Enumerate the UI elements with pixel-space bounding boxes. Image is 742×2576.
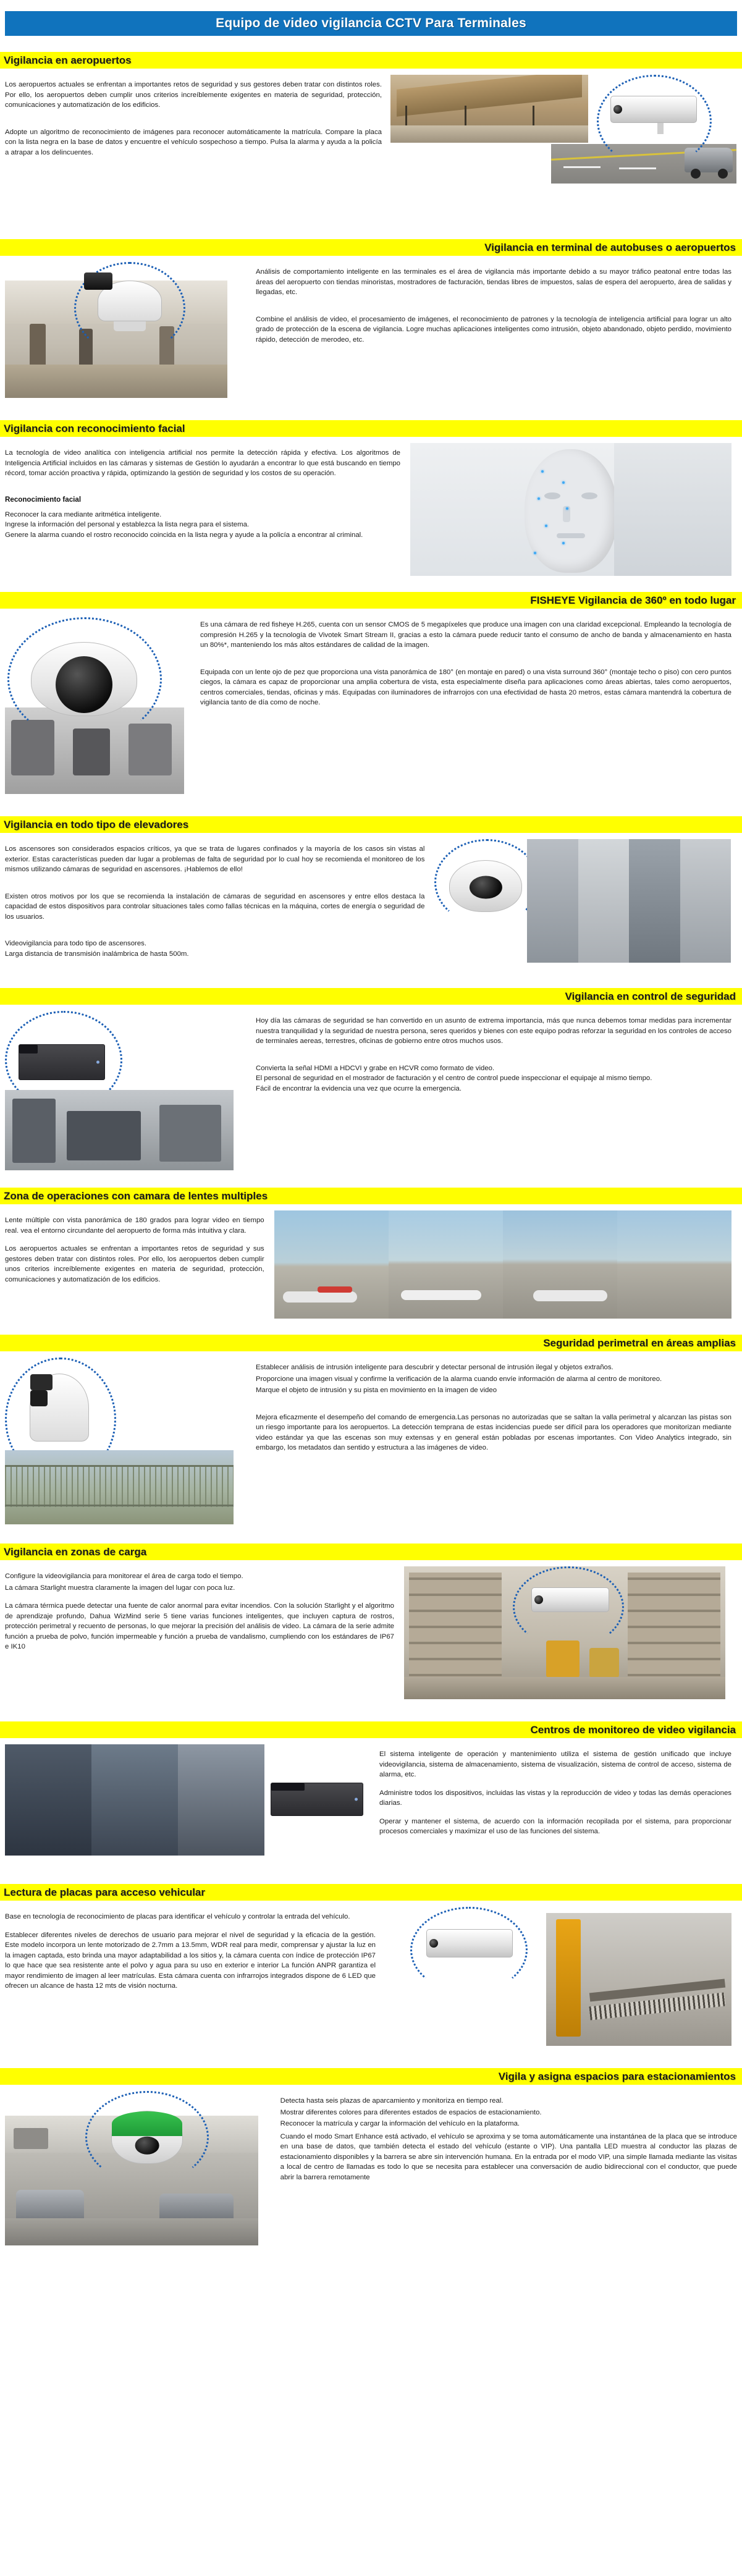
monitoring-paragraph-3: Operar y mantener el sistema, de acuerdo con la información recopilada por el sistema, para proporcionar procesos comerciales y maximizar el uso de las funciones del sistema. <box>379 1817 731 1836</box>
section-multi-lens <box>0 1188 742 1319</box>
section-facial <box>0 420 742 576</box>
cargo-bullet-camera-icon <box>531 1587 609 1612</box>
fisheye-text-column <box>200 609 731 708</box>
section-heading-band <box>0 2068 742 2085</box>
perimeter-paragraph-1: Mejora eficazmente el desempeño del comando de emergencia.Las personas no autorizadas que se saltan la valla perimetral y alcanzan las pistas son un riesgo importante para los aeropuertos. La detección temprana de estas incidencias puede ser difícil para los operadores que monitorizan mediante video estándar ya que las escenas son muy extensas y en general están pobladas por escenas importantes. Con Video Analytics integrado, sin embargo, los metadatos dan sentido y estructura a las imágenes de video. <box>256 1413 731 1452</box>
section-heading-band <box>0 988 742 1005</box>
security-control-line-3: Fácil de encontrar la evidencia una vez que ocurre la emergencia. <box>256 1084 462 1092</box>
fisheye-media-column <box>5 609 190 800</box>
ptz-dome-camera-icon <box>98 281 162 321</box>
section-cargo <box>0 1543 742 1705</box>
bus-terminal-text-column <box>256 256 731 345</box>
elevators-paragraph-2: Existen otros motivos por los que se recomienda la instalación de cámaras de seguridad en ascensores y entre ellos destaca la capacidad de estos dispositivos para controlar situaciones tales como fallas técnicas en la máquina, cortes de energía o seguridad de los usuarios. <box>5 892 425 921</box>
page-title: Equipo de video vigilancia CCTV Para Terminales <box>216 16 526 30</box>
airports-text-column <box>5 69 382 158</box>
section-heading-band <box>0 816 742 833</box>
security-control-paragraph-1: Hoy día las cámaras de seguridad se han convertido en un asunto de extrema importancia, más que nunca debemos tomar medidas para incrementar nuestra tranquilidad y la seguridad de nuestra persona, seres queridos y bienes con este equipo podras reforzar la seguridad en los controles de acceso de terminales aereas, terrestres, oficinas de gobierno entre otros muchos usos. <box>256 1017 731 1045</box>
section-license-plate <box>0 1884 742 2052</box>
section-parking <box>0 2068 742 2252</box>
section-heading-bus-terminal: Vigilancia en terminal de autobuses o aeropuertos <box>484 241 736 253</box>
elevator-photo-strip <box>527 839 731 963</box>
monitoring-paragraph-2: Administre todos los dispositivos, incluidas las vistas y la reproducción de video y todas las demás operaciones diarias. <box>379 1789 731 1807</box>
section-heading-facial: Vigilancia con reconocimiento facial <box>4 422 185 434</box>
elevators-paragraph-1: Los ascensores son considerados espacios críticos, ya que se trata de lugares confinados y la mayoría de los casos sin vistas al exterior. Estas características pueden dar lugar a problemas de falta de seguridad por lo cual hoy se recomienda el monitoreo de los mismos utilizando cámaras de seguridad en ascensores. ¡Hablemos de ello! <box>5 845 425 874</box>
perimeter-line-2: Proporcione una imagen visual y confirme la verificación de la alarma cuando envíe información de alarma al centro de monitoreo. <box>256 1375 662 1383</box>
parking-line-2: Mostrar diferentes colores para diferentes estados de espacios de estacionamiento. <box>280 2108 542 2116</box>
license-plate-text-column <box>5 1901 376 1991</box>
multi-lens-media-column <box>274 1204 737 1319</box>
license-plate-paragraph-2: Establecer diferentes niveles de derechos de usuario para mejorar el nivel de seguridad y la eficacia de la gestión. Este modelo incorpora un lente motorizado de 2.7mm a 13.5mm, WDR real para medir, comprensar y ajustar la luz en la imagen captada, esto brinda una mayor adaptabilidad a los sitios y, la cámara cuenta con índice de protección IP67 lo que hace que sea resistente ante el polvo y agua para su uso en exterior e interior La función ANPR garantiza el mayor rendimiento de imagen al leer matrículas. Esta cámara cuenta con infrarrojos integrados dispone de 6 LED que ofrecen un alcance de hasta 12 mts de visión nocturna. <box>5 1931 376 1990</box>
cargo-text-column <box>5 1560 394 1652</box>
perimeter-media-column <box>5 1351 246 1527</box>
section-fisheye <box>0 592 742 800</box>
section-heading-band <box>0 592 742 609</box>
section-heading-multi-lens: Zona de operaciones con camara de lentes multiples <box>4 1189 268 1202</box>
facial-text-column <box>5 437 400 540</box>
multi-lens-paragraph-1: Lente múltiple con vista panorámica de 180 grados para lograr video en tiempo real. vea el entorno circundante del aeropuerto de forma más intuitiva y clara. <box>5 1217 264 1235</box>
security-checkpoint-photo <box>5 1090 234 1170</box>
section-heading-license-plate: Lectura de placas para acceso vehicular <box>4 1886 206 1898</box>
section-bus-terminal <box>0 239 742 404</box>
bus-terminal-paragraph-1: Análisis de comportamiento inteligente en las terminales es el área de vigilancia más importante debido a su mayor tráfico peatonal entre todas las áreas del aeropuerto con tiendas minoristas, mostradores de facturación, tiendas libres de impuestos, salas de espera del aeropuerto, área de salidas y llegadas, etc. <box>256 268 731 297</box>
elevator-camera-icon <box>449 860 522 912</box>
section-security-control <box>0 988 742 1172</box>
security-control-media-column <box>5 1005 246 1172</box>
facial-media-column <box>410 437 731 576</box>
airport-interior-photo <box>390 75 588 143</box>
perimeter-fence-photo <box>5 1450 234 1524</box>
parking-guidance-camera-icon <box>111 2111 183 2164</box>
security-control-text-column <box>256 1005 731 1094</box>
section-heading-parking: Vigila y asigna espacios para estacionamientos <box>498 2070 736 2082</box>
facial-line-2: Ingrese la información del personal y establezca la lista negra para el sistema. <box>5 521 250 529</box>
apron-panorama-photo <box>274 1210 731 1319</box>
elevators-line-1: Videovigilancia para todo tipo de ascensores. <box>5 940 147 948</box>
hdmi-converter-icon <box>19 1044 105 1080</box>
section-heading-band <box>0 420 742 437</box>
page-title-bar <box>5 11 737 36</box>
cargo-paragraph-3: La cámara térmica puede detectar una fuente de calor anormal para evitar incendios. Con la solución Starlight y el algoritmo de aprendizaje profundo, Dahua WizMind serie 5 tiene varias funciones inteligentes, que incluyen captura de rostros, protección perimetral y recuento de personas, lo que mejorar la precisión del análisis de video. La cámara de la serie admite función a prueba de polvo, función impermeable y función a prueba de vandalismo, cumpliendo con los estándares de IP67 e IK10 <box>5 1602 394 1651</box>
section-heading-monitoring-centers: Centros de monitoreo de video vigilancia <box>530 1723 736 1736</box>
parking-line-3: Reconocer la matrícula y cargar la información del vehículo en la plataforma. <box>280 2120 520 2128</box>
section-heading-band <box>0 1188 742 1204</box>
face-illustration <box>525 449 617 573</box>
bus-terminal-paragraph-2: Combine el análisis de video, el procesamiento de imágenes, el reconocimiento de patrones y la tecnología de inteligencia artificial para lograr un alto grado de protección de la escena de vigilancia. Logre muchas aplicaciones inteligentes como intrusión, objeto abandonado, objeto perdido, movimiento rápido, detección de merodeo, etc. <box>256 315 731 344</box>
license-plate-paragraph-1: Base en tecnología de reconocimiento de placas para identificar el vehículo y controlar la entrada del vehículo. <box>5 1913 350 1920</box>
bus-terminal-media-column <box>5 256 246 404</box>
elevators-media-column <box>434 833 737 972</box>
section-heading-airports: Vigilancia en aeropuertos <box>4 54 132 66</box>
section-heading-security-control: Vigilancia en control de seguridad <box>565 990 736 1002</box>
multi-lens-paragraph-2: Los aeropuertos actuales se enfrentan a importantes retos de seguridad y sus gestores deben tratar con distintos roles. Por ello, los aeropuertos deben cumplir unos criterios increíblemente exigentes en materia de seguridad, protección, comunicaciones y automatización de los edificios. <box>5 1245 264 1283</box>
perimeter-line-1: Establecer análisis de intrusión inteligente para descubrir y detectar personal de intrusión ilegal y objetos extraños. <box>256 1364 613 1371</box>
nvr-recorder-icon <box>271 1783 363 1816</box>
perimeter-line-3: Marque el objeto de intrusión y su pista en movimiento en la imagen de video <box>256 1387 497 1395</box>
airports-paragraph-1: Los aeropuertos actuales se enfrentan a importantes retos de seguridad y sus gestores deben tratar con distintos roles. Por ello, los aeropuertos deben cumplir unos criterios increíblemente exigentes en materia de seguridad, protección, comunicaciones y automatización de los edificios. <box>5 81 382 109</box>
lpr-camera-icon <box>426 1929 513 1957</box>
facial-paragraph-1: La tecnología de video analítica con inteligencia artificial nos permite la detección rápida y efectiva. Los algoritmos de Inteligencia Artificial incluidos en las cámaras y sistemas de Gestión lo ayudarán a encontrar lo que está buscando en tiempo récord, tomar acción proactiva y rápida, optimizando la gestión de seguridad y los costos de su operación. <box>5 449 400 478</box>
parking-media-column <box>5 2085 271 2252</box>
elevators-line-2: Larga distancia de transmisión inalámbrica de hasta 500m. <box>5 950 189 958</box>
section-heading-cargo: Vigilancia en zonas de carga <box>4 1545 147 1558</box>
section-heading-fisheye: FISHEYE Vigilancia de 360º en todo lugar <box>530 594 736 606</box>
section-heading-band <box>0 1335 742 1351</box>
fisheye-camera-icon <box>31 642 137 716</box>
security-control-line-2: El personal de seguridad en el mostrador de facturación y el centro de control puede inspeccionar el equipaje al mismo tiempo. <box>256 1075 652 1083</box>
parking-text-column <box>280 2085 737 2182</box>
cargo-paragraph-2: La cámara Starlight muestra claramente la imagen del lugar con poca luz. <box>5 1584 235 1592</box>
section-elevators <box>0 816 742 972</box>
fisheye-paragraph-2: Equipada con un lente ojo de pez que proporciona una vista panorámica de 180° (en montaje en pared) o una vista surround 360° (montaje techo o piso) con cero puntos ciegos, la cámara es capaz de proporcionar una amplia cobertura de vista, esta especialmente diseña para aplicaciones como áreas abiertas, tales como aeropuertos, centros comerciales, tiendas, oficinas y más. Equipadas con iluminadores de infrarrojos con una efectividad de hasta 20 metros, estas cámara mantendrá la cobertura de vigilancia tanto de día como de noche. <box>200 668 731 707</box>
monitoring-media-column <box>5 1738 369 1868</box>
section-heading-band <box>0 52 742 69</box>
barrier-spikes-photo <box>546 1913 731 2046</box>
parking-paragraph-1: Cuando el modo Smart Enhance está activado, el vehículo se aproxima y se toma automáticamente una instantánea de la placa que se introduce en una base de datos, que también detecta el estado del vehículo (estante o VIP). Una pantalla LED muestra al conductor las plazas de estacionamiento disponibles y la barrera se abre sin intervención humana. En la entrada por el modo VIP, una simple llamada mediante las visitas a local de centro de llamadas es todo lo que se necesita para establecer una conversación de audio bidireccional con el conductor, que puede abrir la barrera remotamente <box>280 2132 737 2181</box>
fisheye-paragraph-1: Es una cámara de red fisheye H.265, cuenta con un sensor CMOS de 5 megapíxeles que produce una imagen con una claridad excepcional. Empleando la tecnología de compresión H.265 y la tecnología de Vivotek Smart Stream II, gracias a esto la cámara puede reducir tanto el consumo de ancho de banda y almacenamiento en hasta un 80%*, manteniendo los más altos estándares de calidad de la imagen. <box>200 621 731 649</box>
section-heading-perimeter: Seguridad perimetral en áreas amplias <box>543 1337 736 1349</box>
section-heading-band <box>0 239 742 256</box>
facial-line-1: Reconocer la cara mediante aritmética inteligente. <box>5 510 162 518</box>
perimeter-text-column <box>256 1351 731 1453</box>
cargo-paragraph-1: Configure la videovigilancia para monitorear el área de carga todo el tiempo. <box>5 1573 243 1580</box>
parking-line-1: Detecta hasta seis plazas de aparcamiento y monitoriza en tiempo real. <box>280 2097 504 2105</box>
section-perimeter <box>0 1335 742 1527</box>
section-airports <box>0 52 742 223</box>
section-heading-band <box>0 1884 742 1901</box>
monitoring-text-column <box>379 1738 731 1837</box>
facial-subheading: Reconocimiento facial <box>5 495 82 504</box>
thermal-ptz-camera-icon <box>30 1374 89 1442</box>
section-monitoring-centers <box>0 1721 742 1868</box>
airports-paragraph-2: Adopte un algoritmo de reconocimiento de imágenes para reconocer automáticamente la matrícula. Compare la placa con la lista negra en la base de datos y encuentre el vehículo sospechoso a tiempo. Pulsa la alarma y ayuda a la policía a atrapar a los delincuentes. <box>5 128 382 156</box>
section-heading-band <box>0 1543 742 1560</box>
facial-line-3: Genere la alarma cuando el rostro reconocido coincida en la lista negra y ayude a la policía a encontrar al criminal. <box>5 531 363 539</box>
security-control-line-1: Convierta la señal HDMI a HDCVI y grabe en HCVR como formato de video. <box>256 1064 495 1072</box>
section-heading-elevators: Vigilancia en todo tipo de elevadores <box>4 818 189 830</box>
elevators-text-column <box>5 833 424 959</box>
bullet-camera-icon <box>610 96 697 123</box>
multi-lens-text-column <box>5 1204 264 1285</box>
facial-recognition-photo <box>410 443 731 576</box>
monitoring-paragraph-1: El sistema inteligente de operación y mantenimiento utiliza el sistema de gestión unificado que incluye videovigilancia, sistema de almacenamiento, sistema de visualización, sistema de control de acceso, sistema de alarma, etc. <box>379 1750 731 1779</box>
monitoring-photo-strip <box>5 1744 264 1856</box>
cargo-media-column <box>404 1560 731 1705</box>
airports-media-column <box>390 69 736 223</box>
section-heading-band <box>0 1721 742 1738</box>
license-plate-media-column <box>386 1901 731 2052</box>
